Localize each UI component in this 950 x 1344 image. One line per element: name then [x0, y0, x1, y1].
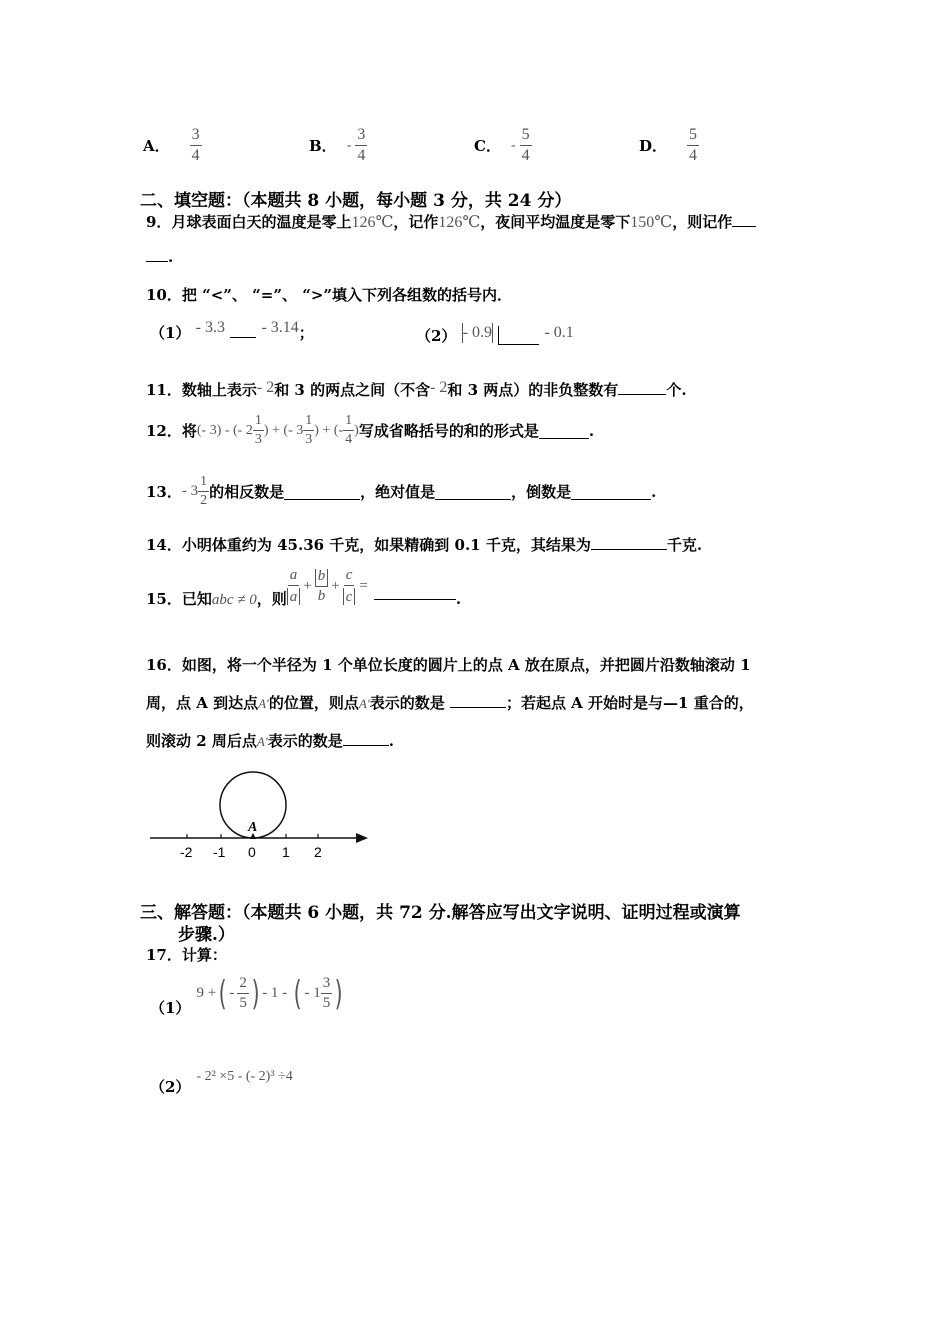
answer-blank: [618, 394, 666, 395]
question-13: 13． - 3 $\frac{1}{2}$ 的相反数是 ，绝对值是 ，倒数是 .: [146, 474, 657, 508]
question-9-cont: .: [146, 248, 173, 266]
question-15: 15．已知 abc ≠ 0 ，则 $\frac{a}{a}$ + $\frac{b}{b}$ + $\frac{c}{c}$ = .: [146, 567, 462, 608]
question-16-line2: 周，点 A 到达点A′的位置，则点A′表示的数是 ；若起点 A 开始时是与—1 重合的，: [146, 694, 754, 712]
option-a: A． $\frac{3}{4}$: [143, 126, 200, 164]
answer-blank: [571, 483, 651, 500]
answer-blank: [374, 573, 456, 600]
question-17-title: 17．计算：: [146, 946, 227, 964]
question-11: 11．数轴上表示- 2和 3 的两点之间（不含- 2和 3 两点）的非负整数有 个.: [146, 379, 687, 399]
question-16-line3: 则滚动 2 周后点A′表示的数是 .: [146, 732, 394, 750]
question-16-line1: 16．如图，将一个半径为 1 个单位长度的圆片上的点 A 放在原点，并把圆片沿数轴滚动 1: [146, 656, 751, 674]
tick-label: 0: [248, 844, 256, 860]
question-10-part2: （2） - 0.9 - 0.1: [416, 324, 574, 345]
answer-blank: [498, 326, 539, 345]
option-c-fraction: $\frac{5}{4}$: [521, 126, 530, 164]
question-12: 12．将 (- 3) - (- 2 $\frac{1}{3}$ ) + (- 3 $\frac{1}{3}$ ) + (- $\frac{1}{4}$ ) 写成省略括号的和的形式是 .: [146, 413, 595, 447]
question-14: 14．小明体重约为 45.36 千克，如果精确到 0.1 千克，其结果为 千克.: [146, 536, 703, 554]
section3-title-line2: 步骤.）: [178, 925, 235, 945]
answer-blank: [591, 549, 667, 550]
option-b: B． - $\frac{3}{4}$: [309, 126, 366, 164]
tick-label: 1: [282, 844, 290, 860]
option-a-fraction: $\frac{3}{4}$: [191, 126, 200, 164]
option-b-sign: -: [346, 137, 352, 153]
option-c: C． - $\frac{5}{4}$: [474, 126, 530, 164]
number-line-figure: [140, 765, 380, 865]
answer-blank: [343, 745, 389, 746]
answer-blank: [146, 261, 168, 262]
option-d-fraction: $\frac{5}{4}$: [689, 126, 698, 164]
answer-blank: [230, 337, 256, 338]
section3-title-line1: 三、解答题：（本题共 6 小题，共 72 分.解答应写出文字说明、证明过程或演算: [140, 903, 741, 923]
tick-label: -1: [213, 844, 226, 860]
option-b-fraction: $\frac{3}{4}$: [357, 126, 366, 164]
answer-blank: [450, 707, 506, 708]
answer-blank: [435, 483, 511, 500]
question-17-part2: （2） - 2² ×5 - (- 2)³ ÷4: [150, 1068, 293, 1096]
question-17-part1: （1） 9 + ( - $\frac{2}{5}$ ) - 1 - ( - 1 $\frac{3}{5}$ ): [150, 973, 343, 1017]
option-d: D． $\frac{5}{4}$: [639, 126, 698, 164]
option-c-sign: -: [510, 137, 516, 153]
question-9: 9．月球表面白天的温度是零上126℃，记作126℃，夜间平均温度是零下150℃，则记作: [146, 211, 756, 232]
question-10: 10．把 “<”、 “=”、 “>”填入下列各组数的括号内．: [146, 286, 513, 304]
answer-blank: [732, 226, 756, 227]
axis-arrow-icon: [356, 833, 368, 843]
question-10-part1: （1） - 3.3 - 3.14；: [150, 319, 314, 342]
answer-blank: [539, 422, 589, 439]
section2-title: 二、填空题：（本题共 8 小题，每小题 3 分，共 24 分）: [140, 191, 572, 211]
tick-label: -2: [180, 844, 193, 860]
point-a-label: A: [248, 820, 258, 835]
answer-blank: [284, 483, 360, 500]
tick-label: 2: [314, 844, 322, 860]
